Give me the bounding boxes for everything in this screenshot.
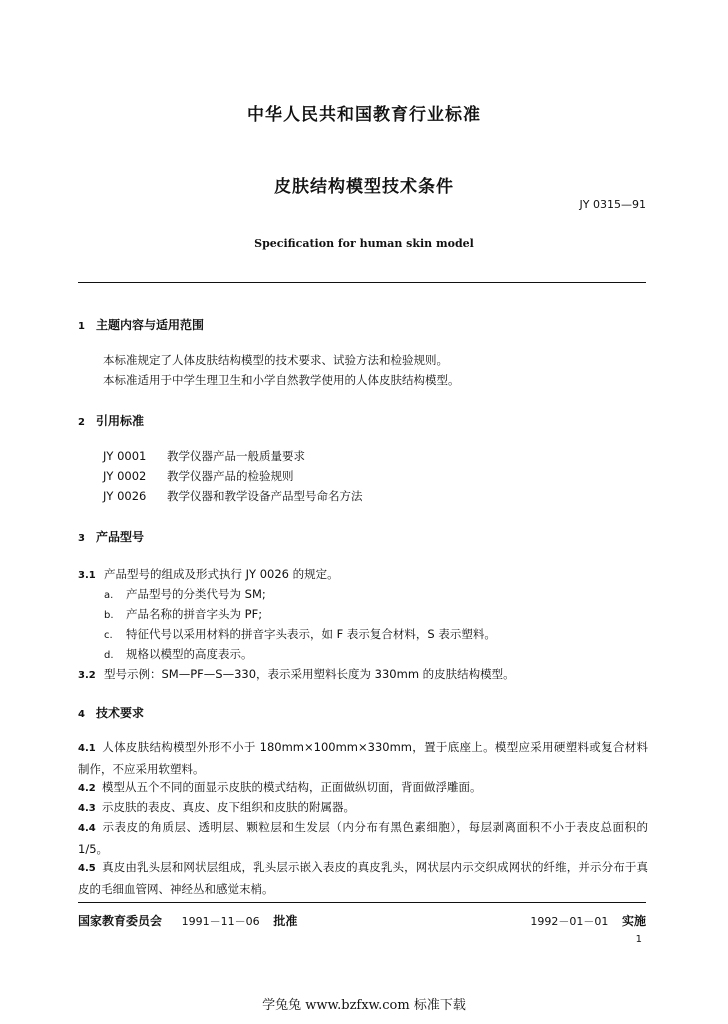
clause-3-1 — [78, 566, 339, 582]
sub-item-text: 特征代号以采用材料的拼音字头表示，如 F 表示复合材料，S 表示塑料。 — [126, 627, 496, 641]
reference-item — [103, 448, 305, 464]
clause-number: 4.4 — [78, 823, 96, 834]
clause-text: 人体皮肤结构模型外形不小于 180mm×100mm×330mm，置于底座上。模型应采用硬塑料或复合材料制作，不应采用软塑料。 — [78, 740, 648, 776]
clause-text: 示皮肤的表皮、真皮、皮下组织和皮肤的附属器。 — [102, 800, 355, 814]
clause-4-2 — [78, 777, 648, 799]
clause-text: 型号示例：SM—PF—S—330，表示采用塑料长度为 330mm 的皮肤结构模型。 — [104, 667, 515, 681]
sub-item-text: 产品型号的分类代号为 SM; — [126, 587, 266, 601]
document-title: 皮肤结构模型技术条件 — [274, 177, 454, 197]
section-title: 技术要求 — [96, 706, 145, 720]
clause-number: 4.1 — [78, 743, 96, 754]
clause-4-3 — [78, 797, 648, 819]
clause-4-1 — [78, 737, 648, 779]
sub-item — [104, 626, 496, 642]
issuer: 国家教育委员会 — [78, 914, 163, 928]
clause-text: 产品型号的组成及形式执行 JY 0026 的规定。 — [104, 567, 339, 581]
clause-number: 4.3 — [78, 803, 96, 814]
reference-item — [103, 488, 363, 504]
reference-title: 教学仪器产品一般质量要求 — [167, 449, 305, 463]
clause-3-2 — [78, 666, 515, 682]
reference-code: JY 0002 — [103, 469, 147, 483]
reference-title: 教学仪器和教学设备产品型号命名方法 — [167, 489, 363, 503]
section-4-heading — [78, 704, 144, 721]
sub-item-letter: c. — [104, 630, 113, 641]
sub-item — [104, 606, 262, 622]
sub-item — [104, 586, 266, 602]
section-title: 产品型号 — [96, 530, 145, 544]
sub-item — [104, 646, 253, 662]
page-number: 1 — [635, 934, 642, 945]
footer-divider — [78, 902, 646, 903]
clause-text: 模型从五个不同的面显示皮肤的模式结构，正面做纵切面，背面做浮雕面。 — [102, 780, 482, 794]
clause-number: 4.2 — [78, 783, 96, 794]
section-number: 3 — [78, 533, 85, 544]
section-title: 引用标准 — [96, 414, 145, 428]
section-number: 2 — [78, 417, 85, 428]
clause-text: 示表皮的角质层、透明层、颗粒层和生发层（内分布有黑色素细胞），每层剥离面积不小于表皮总面积的 1/5。 — [78, 820, 648, 856]
clause-4-5 — [78, 857, 648, 899]
clause-4-4 — [78, 817, 648, 859]
header-divider — [78, 282, 646, 283]
paragraph: 本标准适用于中学生理卫生和小学自然教学使用的人体皮肤结构模型。 — [103, 373, 460, 387]
implementation-date: 1992－01－01 — [530, 915, 609, 928]
standard-category-heading: 中华人民共和国教育行业标准 — [247, 105, 481, 125]
section-2-heading — [78, 412, 144, 429]
sub-item-text: 规格以模型的高度表示。 — [126, 647, 253, 661]
reference-code: JY 0001 — [103, 449, 147, 463]
reference-code: JY 0026 — [103, 489, 147, 503]
reference-item — [103, 468, 294, 484]
implementation-line — [530, 912, 646, 929]
sub-item-letter: b. — [104, 610, 114, 621]
sub-item-letter: d. — [104, 650, 114, 661]
implementation-label: 实施 — [621, 914, 646, 928]
english-title: Specification for human skin model — [254, 237, 474, 250]
clause-number: 3.2 — [78, 670, 96, 681]
sub-item-text: 产品名称的拼音字头为 PF; — [126, 607, 263, 621]
clause-number: 3.1 — [78, 570, 96, 581]
clause-number: 4.5 — [78, 863, 96, 874]
section-number: 4 — [78, 709, 85, 720]
clause-text: 真皮由乳头层和网状层组成，乳头层示嵌入表皮的真皮乳头，网状层内示交织成网状的纤维，并示分布于真皮的毛细血管网、神经丛和感觉末梢。 — [78, 860, 648, 896]
approval-line — [78, 912, 297, 929]
reference-title: 教学仪器产品的检验规则 — [167, 469, 294, 483]
standard-code: JY 0315—91 — [579, 198, 646, 211]
paragraph: 本标准规定了人体皮肤结构模型的技术要求、试验方法和检验规则。 — [103, 353, 448, 367]
section-3-heading — [78, 528, 144, 545]
section-title: 主题内容与适用范围 — [96, 318, 205, 332]
approval-label: 批准 — [273, 914, 298, 928]
approval-date: 1991－11－06 — [181, 915, 260, 928]
watermark: 学兔兔 www.bzfxw.com 标准下载 — [262, 998, 466, 1013]
section-number: 1 — [78, 321, 85, 332]
section-1-heading — [78, 316, 204, 333]
sub-item-letter: a. — [104, 590, 114, 601]
